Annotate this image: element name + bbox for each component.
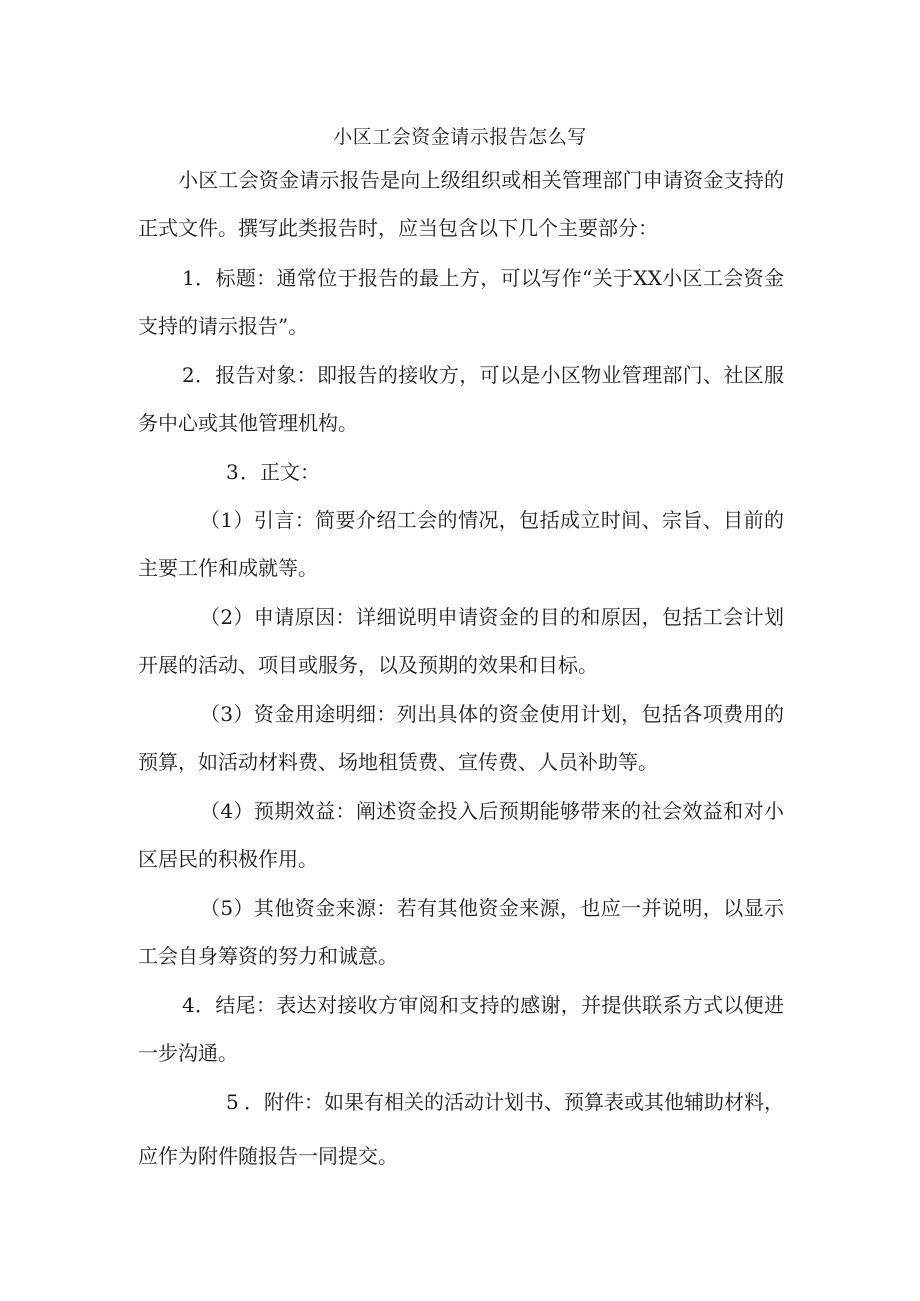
sub-item-1-paragraph: （1）引言：简要介绍工会的情况，包括成立时间、宗旨、目前的主要工作和成就等。 (138, 508, 784, 580)
item-3-label: ．正文： (240, 460, 320, 484)
item-5-paragraph (138, 1078, 784, 1126)
document-title: 小区工会资金请示报告怎么写 (333, 126, 587, 148)
item-1-paragraph: 1．标题：通常位于报告的最上方，可以写作“关于XX小区工会资金支持的请示报告”。 (138, 266, 784, 338)
item-5-continuation: 应作为附件随报告一同提交。 (138, 1144, 398, 1168)
sub-item-4-paragraph: （4）预期效益：阐述资金投入后预期能够带来的社会效益和对小区居民的积极作用。 (138, 799, 784, 871)
item-5-number: 5 (226, 1090, 239, 1114)
item-3-heading (138, 448, 784, 496)
item-2-paragraph: 2．报告对象：即报告的接收方，可以是小区物业管理部门、社区服务中心或其他管理机构。 (138, 363, 784, 435)
sub-item-2-paragraph: （2）申请原因：详细说明申请资金的目的和原因，包括工会计划开展的活动、项目或服务，以及预期的效果和目标。 (138, 605, 784, 677)
intro-paragraph: 小区工会资金请示报告是向上级组织或相关管理部门申请资金支持的正式文件。撰写此类报告时，应当包含以下几个主要部分： (138, 168, 784, 240)
sub-item-3-paragraph: （3）资金用途明细：列出具体的资金使用计划，包括各项费用的预算，如活动材料费、场地租赁费、宣传费、人员补助等。 (138, 702, 784, 774)
item-3-number: 3 (226, 460, 239, 484)
item-5-label: ．附件：如果有相关的活动计划书、预算表或其他辅助材料， (244, 1090, 784, 1114)
sub-item-5-paragraph: （5）其他资金来源：若有其他资金来源，也应一并说明，以显示工会自身筹资的努力和诚意。 (138, 896, 784, 968)
item-4-paragraph: 4．结尾：表达对接收方审阅和支持的感谢，并提供联系方式以便进一步沟通。 (138, 993, 784, 1065)
